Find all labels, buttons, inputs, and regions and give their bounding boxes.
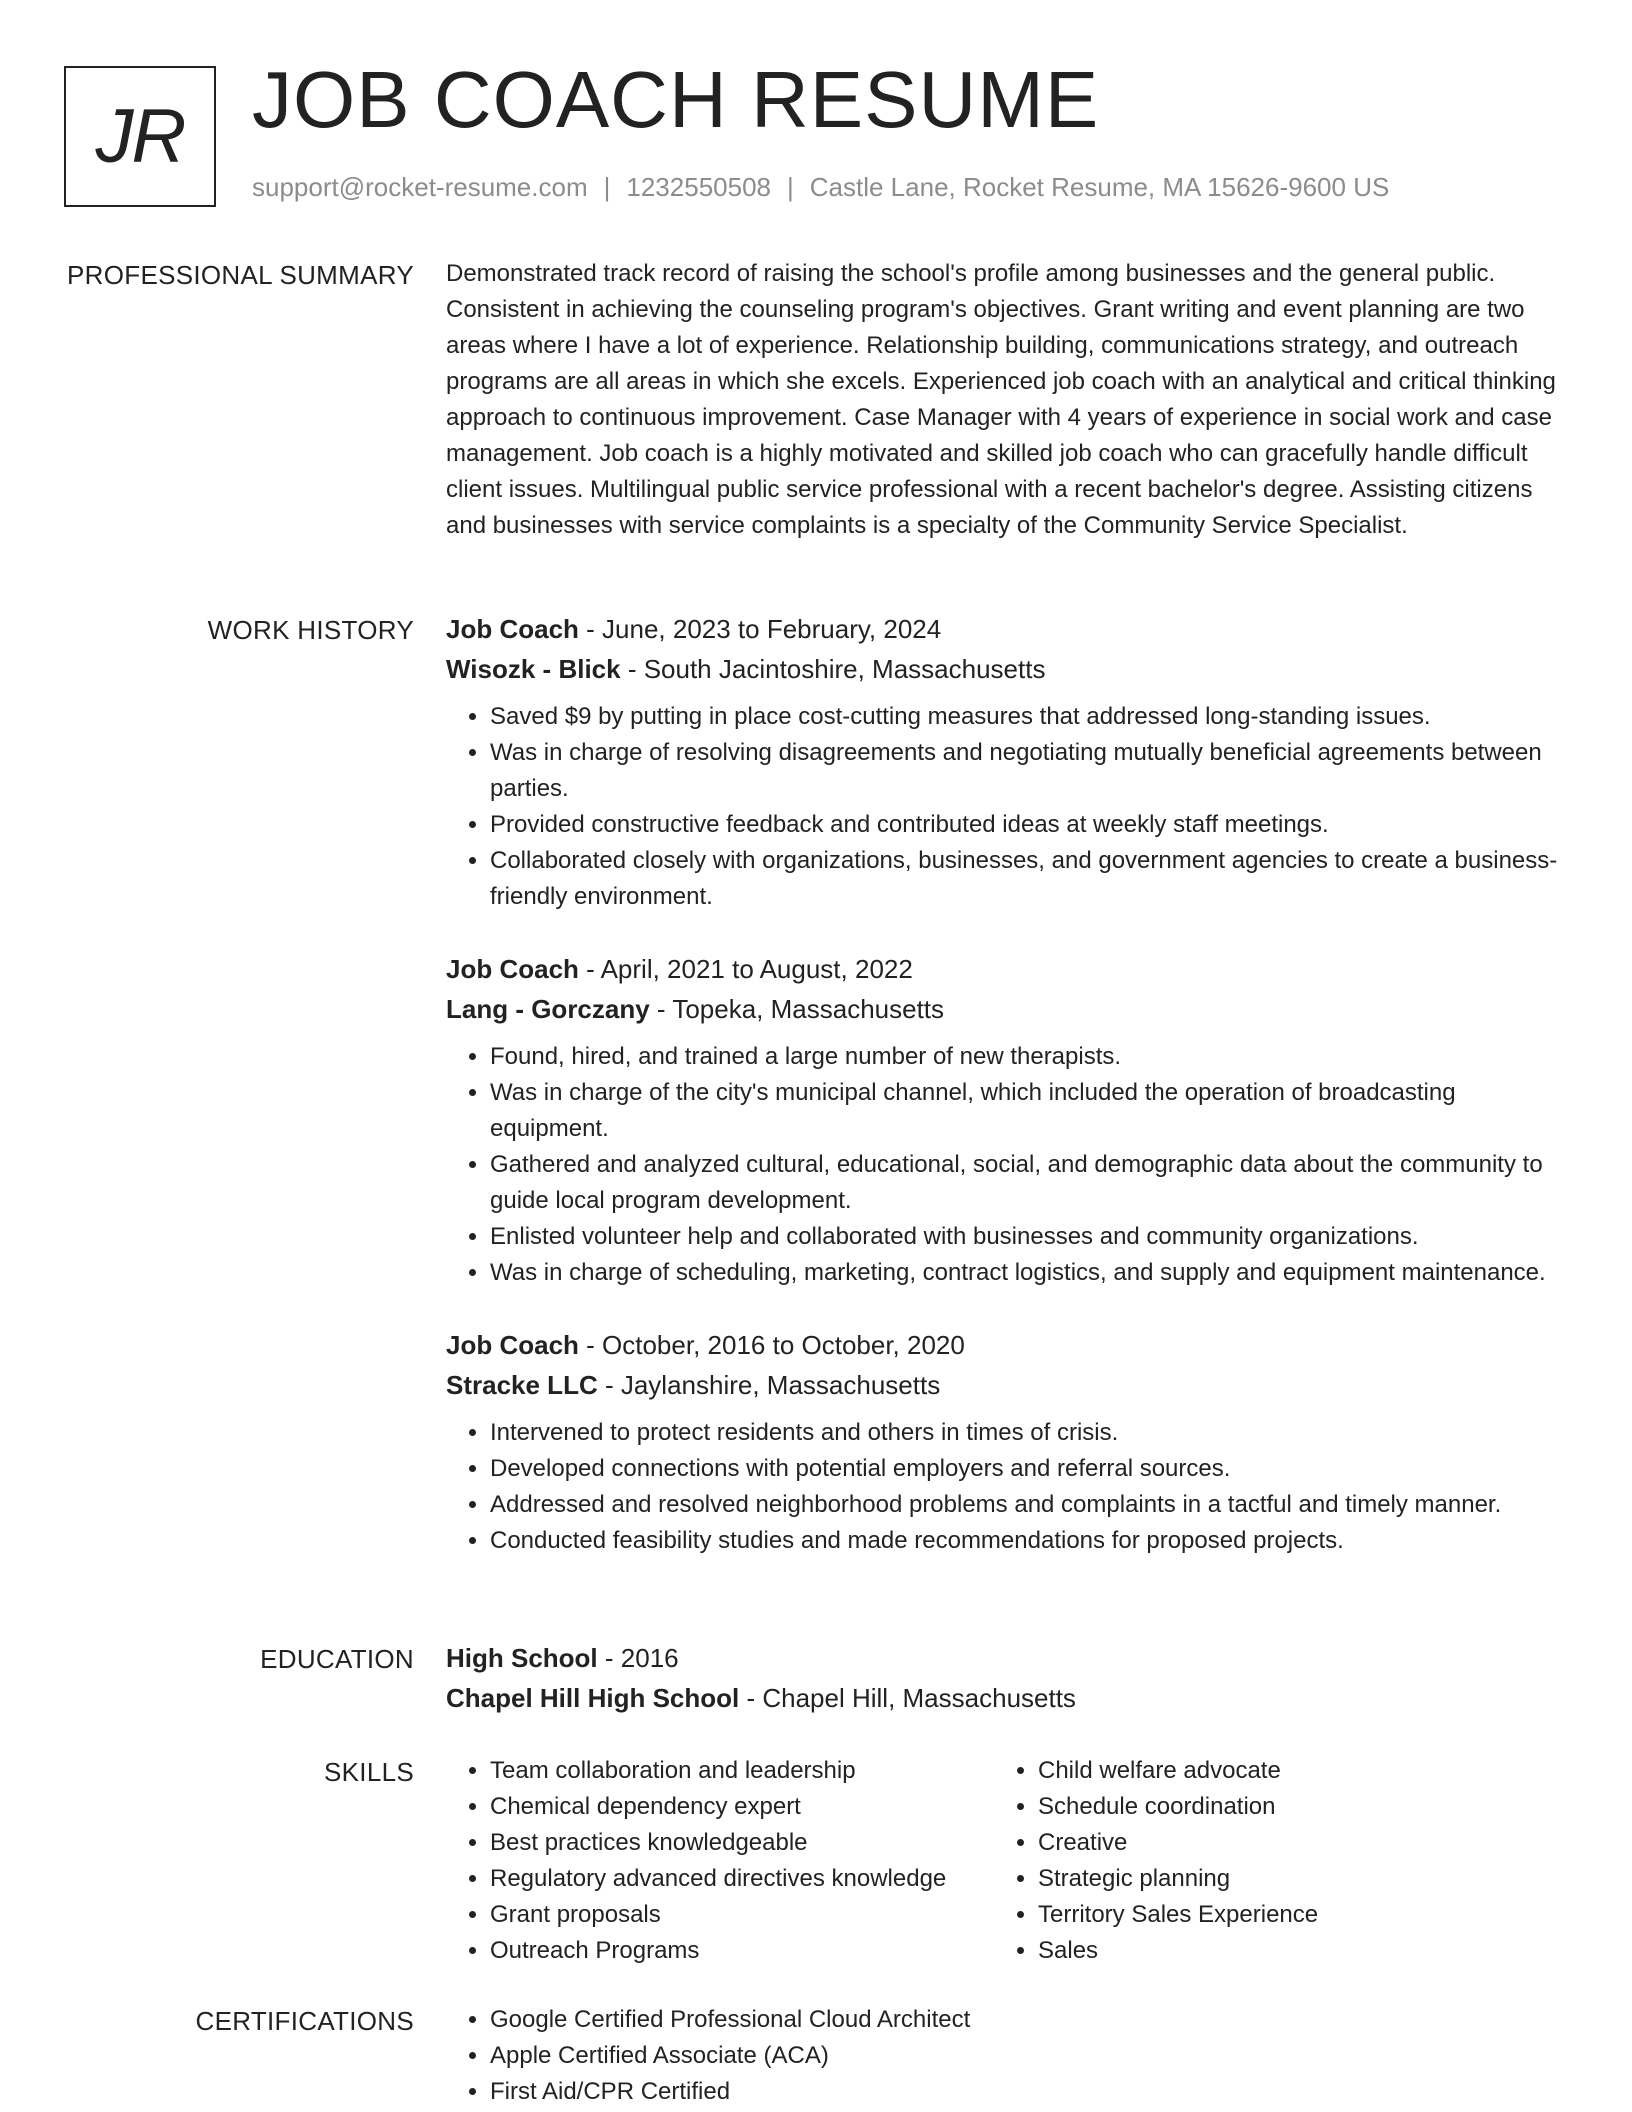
- skill-item: • Outreach Programs: [490, 1933, 994, 1969]
- certification-item: • Apple Certified Associate (ACA): [490, 2038, 1566, 2074]
- contact-separator: |: [603, 172, 611, 202]
- skill-item: • Territory Sales Experience: [1038, 1897, 1542, 1933]
- job-bullets: [446, 1039, 1566, 1291]
- job-company-line: [446, 1365, 1566, 1405]
- skills-label: SKILLS: [324, 1757, 414, 1787]
- education-body: [446, 1638, 1566, 1718]
- job-company: Wisozk - Blick: [446, 654, 621, 684]
- certification-item: • Google Certified Professional Cloud Architect: [490, 2002, 1566, 2038]
- contact-line: [252, 172, 1389, 203]
- education-degree-line: [446, 1638, 1566, 1678]
- work-history-label: WORK HISTORY: [207, 615, 414, 645]
- summary-label: PROFESSIONAL SUMMARY: [67, 260, 414, 290]
- skill-item: • Team collaboration and leadership: [490, 1753, 994, 1789]
- certifications-list: [446, 2002, 1566, 2110]
- contact-separator: |: [787, 172, 794, 202]
- summary-text: Demonstrated track record of raising the school's profile among businesses and the general public. Consistent in achieving the counseling program's objectives. Grant writing and event planning are two areas where I have a lot of experience. Relationship building, communications strategy, and outreach programs are all areas in which she excels. Experienced job coach with an analytical and critical thinking approach to continuous improvement. Case Manager with 4 years of experience in social work and case management. Job coach is a highly motivated and skilled job coach who can gracefully handle difficult client issues. Multilingual public service professional with a recent bachelor's degree. Assisting citizens and businesses with service complaints is a specialty of the Community Service Specialist.: [446, 260, 1556, 539]
- skill-item: • Regulatory advanced directives knowledge: [490, 1861, 994, 1897]
- job-bullet: • Was in charge of resolving disagreements and negotiating mutually beneficial agreements between parties.: [490, 735, 1566, 807]
- job-bullet: • Saved $9 by putting in place cost-cutting measures that addressed long-standing issues.: [490, 699, 1566, 735]
- skill-item: • Best practices knowledgeable: [490, 1825, 994, 1861]
- job-bullet: • Was in charge of the city's municipal channel, which included the operation of broadcasting equipment.: [490, 1075, 1566, 1147]
- certifications-body: [446, 2002, 1566, 2110]
- job-title-line: [446, 949, 1566, 989]
- education-school: Chapel Hill High School: [446, 1683, 740, 1713]
- job-bullet: • Conducted feasibility studies and made recommendations for proposed projects.: [490, 1523, 1566, 1559]
- job-location: - Topeka, Massachusetts: [649, 994, 945, 1024]
- job-entry: [446, 1325, 1566, 1559]
- skill-item: • Chemical dependency expert: [490, 1789, 994, 1825]
- skill-item: • Grant proposals: [490, 1897, 994, 1933]
- job-location: - South Jacintoshire, Massachusetts: [620, 654, 1046, 684]
- job-bullet: • Intervened to protect residents and others in times of crisis.: [490, 1415, 1566, 1451]
- job-title: Job Coach: [446, 954, 579, 984]
- job-company-line: [446, 989, 1566, 1029]
- job-dates: - April, 2021 to August, 2022: [578, 954, 913, 984]
- job-entry: [446, 949, 1566, 1291]
- contact-address: Castle Lane, Rocket Resume, MA 15626-9600 US: [809, 172, 1390, 202]
- skills-columns: [446, 1753, 1566, 1969]
- skill-item: • Child welfare advocate: [1038, 1753, 1542, 1789]
- job-bullet: • Addressed and resolved neighborhood problems and complaints in a tactful and timely manner.: [490, 1487, 1566, 1523]
- job-bullets: [446, 699, 1566, 915]
- job-bullet: • Gathered and analyzed cultural, educational, social, and demographic data about the community to guide local program development.: [490, 1147, 1566, 1219]
- summary-body: [446, 256, 1566, 544]
- job-title-line: [446, 609, 1566, 649]
- contact-email[interactable]: support@rocket-resume.com: [252, 172, 588, 202]
- certifications-label: CERTIFICATIONS: [195, 2006, 414, 2036]
- job-bullet: • Enlisted volunteer help and collaborated with businesses and community organizations.: [490, 1219, 1566, 1255]
- skills-body: [446, 1753, 1566, 1969]
- job-bullet: • Developed connections with potential employers and referral sources.: [490, 1451, 1566, 1487]
- skill-item: • Schedule coordination: [1038, 1789, 1542, 1825]
- job-title: Job Coach: [446, 1330, 579, 1360]
- education-location: - Chapel Hill, Massachusetts: [739, 1683, 1076, 1713]
- skill-item: • Strategic planning: [1038, 1861, 1542, 1897]
- skill-item: • Creative: [1038, 1825, 1542, 1861]
- skills-list-left: [446, 1753, 994, 1969]
- work-history-body: [446, 609, 1566, 1593]
- education-label: EDUCATION: [260, 1644, 414, 1674]
- job-bullets: [446, 1415, 1566, 1559]
- job-company: Lang - Gorczany: [446, 994, 650, 1024]
- job-dates: - October, 2016 to October, 2020: [578, 1330, 965, 1360]
- contact-phone[interactable]: 1232550508: [626, 172, 771, 202]
- job-bullet: • Found, hired, and trained a large number of new therapists.: [490, 1039, 1566, 1075]
- job-entry: [446, 609, 1566, 915]
- job-title: Job Coach: [446, 614, 579, 644]
- skills-list-right: [994, 1753, 1542, 1969]
- job-bullet: • Provided constructive feedback and contributed ideas at weekly staff meetings.: [490, 807, 1566, 843]
- monogram-logo: JR: [64, 66, 216, 207]
- job-company: Stracke LLC: [446, 1370, 598, 1400]
- resume-title: JOB COACH RESUME: [252, 55, 1100, 144]
- skill-item: • Sales: [1038, 1933, 1542, 1969]
- job-company-line: [446, 649, 1566, 689]
- education-school-line: [446, 1678, 1566, 1718]
- education-year: - 2016: [597, 1643, 679, 1673]
- job-title-line: [446, 1325, 1566, 1365]
- certification-item: • First Aid/CPR Certified: [490, 2074, 1566, 2110]
- job-location: - Jaylanshire, Massachusetts: [597, 1370, 941, 1400]
- education-degree: High School: [446, 1643, 598, 1673]
- job-dates: - June, 2023 to February, 2024: [578, 614, 942, 644]
- job-bullet: • Was in charge of scheduling, marketing, contract logistics, and supply and equipment maintenance.: [490, 1255, 1566, 1291]
- job-bullet: • Collaborated closely with organizations, businesses, and government agencies to create a business-friendly environment.: [490, 843, 1566, 915]
